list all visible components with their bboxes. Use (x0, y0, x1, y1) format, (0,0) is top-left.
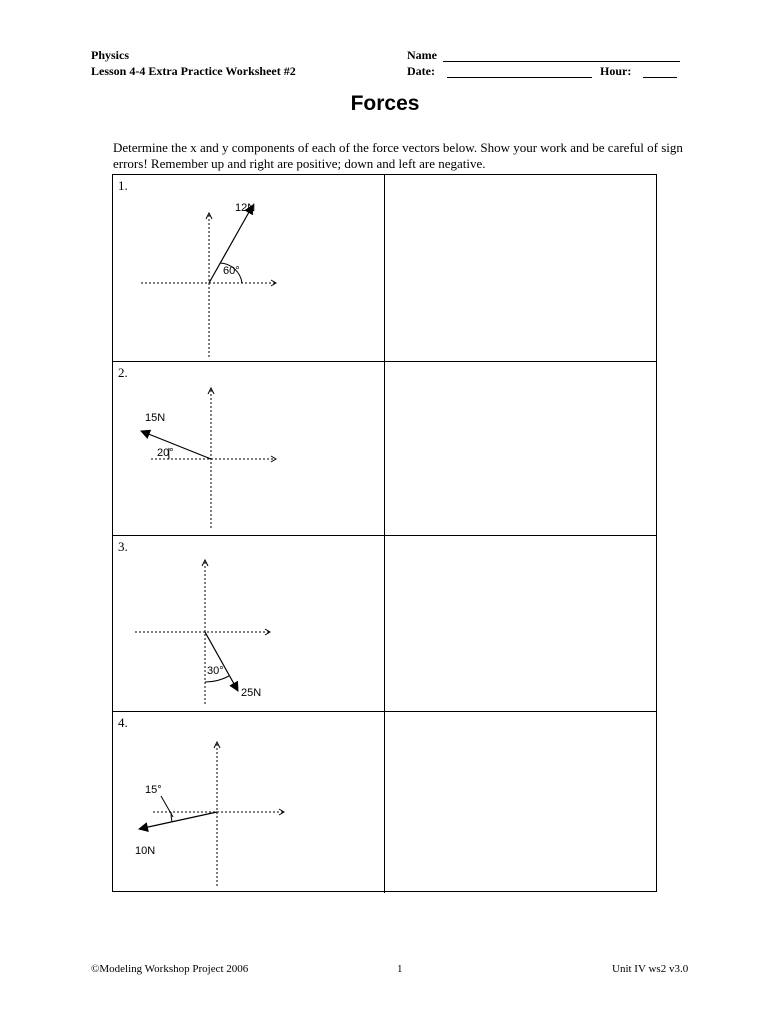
vector-diagram-3 (113, 536, 385, 712)
force-label: 15N (145, 412, 166, 424)
footer-page-number: 1 (397, 963, 403, 975)
hour-field[interactable] (643, 77, 677, 78)
problem-row-2 (113, 361, 656, 535)
problem-number-1: 1. (118, 178, 128, 193)
work-area-3[interactable] (385, 536, 656, 711)
lesson-label: Lesson 4-4 Extra Practice Worksheet #2 (91, 64, 296, 78)
angle-label: 20° (157, 447, 174, 459)
subject-label: Physics (91, 48, 130, 62)
force-label: 12N (235, 202, 256, 214)
diagram-cell-2 (113, 362, 385, 535)
vector-diagram-2 (113, 362, 385, 536)
problem-row-3 (113, 535, 656, 711)
angle-label: 60° (223, 265, 240, 277)
diagram-cell-4 (113, 712, 385, 893)
angle-label: 30° (207, 665, 224, 677)
diagram-cell-3 (113, 536, 385, 711)
vector-diagram-1 (113, 175, 385, 361)
vector-diagram-4 (113, 712, 385, 894)
problem-table (112, 174, 657, 892)
problem-number-4: 4. (118, 715, 128, 730)
name-label: Name (407, 48, 437, 62)
force-vector (141, 431, 211, 459)
force-label: 10N (135, 845, 156, 857)
problem-row-1 (113, 175, 656, 361)
work-area-2[interactable] (385, 362, 656, 535)
name-field[interactable] (443, 61, 680, 62)
diagram-cell-1 (113, 175, 385, 361)
force-vector (139, 812, 217, 829)
date-label: Date: (407, 64, 435, 78)
page-title: Forces (350, 92, 420, 115)
problem-number-2: 2. (118, 365, 128, 380)
work-area-1[interactable] (385, 175, 656, 361)
hour-label: Hour: (600, 64, 632, 78)
footer-version: Unit IV ws2 v3.0 (612, 963, 689, 975)
footer-copyright: ©Modeling Workshop Project 2006 (91, 963, 249, 975)
problem-number-3: 3. (118, 539, 128, 554)
force-label: 25N (241, 687, 262, 699)
instructions: Determine the x and y components of each of the force vectors below. Show your work and be careful of sign errors! Remember up and right are positive; down and left are negative. (113, 140, 683, 171)
angle-pointer (161, 796, 173, 817)
work-area-4[interactable] (385, 712, 656, 893)
angle-label: 15° (145, 784, 162, 796)
date-field[interactable] (447, 77, 592, 78)
problem-row-4 (113, 711, 656, 893)
